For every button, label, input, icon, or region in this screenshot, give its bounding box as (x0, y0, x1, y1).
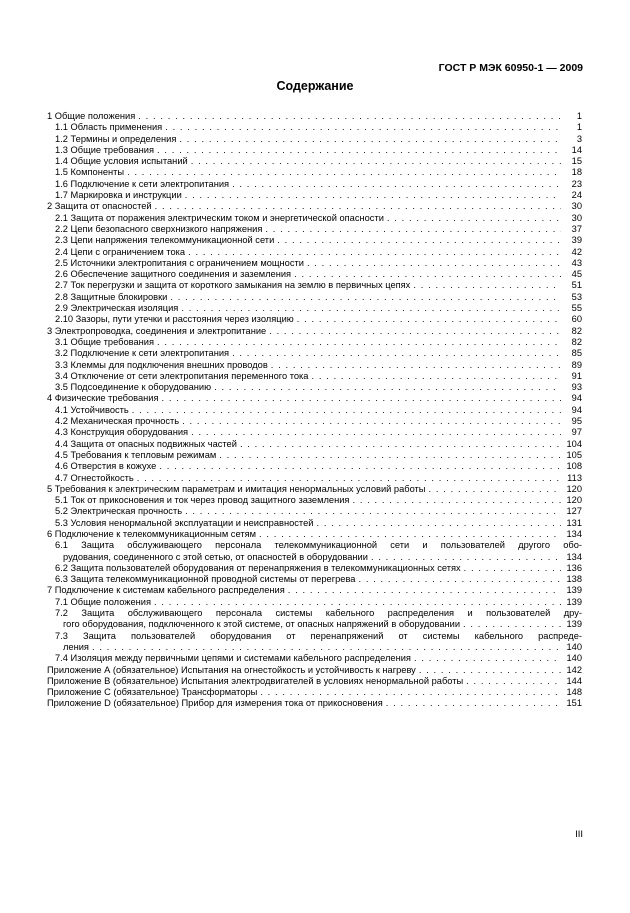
toc-entry (47, 292, 582, 303)
toc-entry-page: 134 (566, 551, 582, 562)
toc-entry (47, 326, 582, 337)
dot-leader (155, 201, 561, 212)
toc-entry (47, 393, 582, 404)
toc-entry (47, 213, 582, 224)
toc-entry (47, 145, 582, 156)
toc-entry-page: 108 (566, 461, 582, 472)
toc-entry-page: 140 (566, 653, 582, 664)
toc-entry-title: 1.7 Маркировка и инструкции (55, 190, 182, 201)
toc-entry-title: 2.4 Цепи с ограничением тока (55, 246, 186, 257)
toc-entry (47, 597, 582, 608)
dot-leader (428, 484, 561, 495)
page-number: III (575, 829, 583, 840)
dot-leader (188, 247, 561, 258)
toc-entry-page: 139 (566, 596, 582, 607)
toc-entry-page: 139 (566, 585, 582, 596)
dot-leader (182, 416, 561, 427)
toc-entry-page: 140 (566, 641, 582, 652)
toc-entry (47, 337, 582, 348)
toc-entry-page: 3 (576, 133, 582, 144)
toc-entry-title: 1.4 Общие условия испытаний (55, 156, 188, 167)
toc-entry (47, 360, 582, 371)
toc-entry (47, 427, 582, 438)
dot-leader (271, 360, 561, 371)
toc-entry-page: 104 (566, 438, 582, 449)
toc-entry-title: 2.9 Электрическая изоляция (55, 303, 179, 314)
toc-entry (47, 167, 582, 178)
toc-entry-title: Приложение В (обязательное) Испытания электродвигателей в условиях ненормальной работы (47, 675, 464, 686)
toc-entry-title: 4.3 Конструкция оборудования (55, 427, 189, 438)
toc-entry-page: 120 (566, 483, 582, 494)
toc-entry-page: 134 (566, 528, 582, 539)
toc-entry (47, 529, 582, 540)
toc-entry-title: 1.1 Область применения (55, 122, 163, 133)
toc-entry (47, 506, 582, 517)
toc-entry (47, 563, 582, 574)
toc-entry-page: 85 (571, 348, 582, 359)
toc-entry (47, 247, 582, 258)
toc-entry-page: 45 (571, 269, 582, 280)
dot-leader (159, 461, 561, 472)
toc-entry-title: 5.3 Условия ненормальной эксплуатации и неисправностей (55, 517, 314, 528)
toc-entry-title: 2.5 Источники электропитания с ограничением мощности (55, 257, 304, 268)
dot-leader (185, 190, 561, 201)
toc-entry-page: 93 (571, 382, 582, 393)
toc-entry-title: 6.2 Защита пользователей оборудования от перенапряжения в телекоммуникационных сетях (55, 562, 461, 573)
dot-leader (277, 235, 561, 246)
toc-entry-page: 43 (571, 257, 582, 268)
dot-leader (386, 698, 561, 709)
toc-entry-page: 23 (571, 178, 582, 189)
dot-leader (297, 314, 561, 325)
toc-entry-title: 2.10 Зазоры, пути утечки и расстояния через изоляцию (55, 314, 294, 325)
toc-entry (47, 653, 582, 664)
dot-leader (154, 597, 561, 608)
toc-entry (47, 179, 582, 190)
dot-leader (387, 213, 561, 224)
toc-entry-title: 7.1 Общие положения (55, 596, 152, 607)
toc-entry (47, 665, 582, 676)
toc-entry (47, 439, 582, 450)
toc-entry-title: 4.2 Механическая прочность (55, 416, 180, 427)
toc-entry-page: 148 (566, 687, 582, 698)
toc-entry-title: 3 Электропроводка, соединения и электропитание (47, 325, 267, 336)
toc-entry-page: 24 (571, 190, 582, 201)
toc-entry-title: 6 Подключение к телекоммуникационным сетям (47, 528, 257, 539)
dot-leader (288, 585, 561, 596)
toc-entry-page: 151 (566, 698, 582, 709)
toc-entry (47, 495, 582, 506)
toc-entry-page: 94 (571, 393, 582, 404)
toc-entry (47, 156, 582, 167)
dot-leader (181, 303, 561, 314)
dot-leader (413, 280, 561, 291)
toc-entry (47, 258, 582, 269)
dot-leader (240, 439, 561, 450)
dot-leader (92, 642, 561, 653)
dot-leader (157, 145, 561, 156)
toc-entry-title: 3.3 Клеммы для подключения внешних проводов (55, 359, 268, 370)
toc-entry-title: 2 Защита от опасностей (47, 201, 152, 212)
dot-leader (294, 269, 561, 280)
toc-entry-title: 7.3 Защита пользователей оборудования от перенапряжений от системы кабельного распреде- (55, 630, 582, 641)
dot-leader (162, 393, 561, 404)
toc-entry (47, 405, 582, 416)
toc-entry-title: 2.3 Цепи напряжения телекоммуникационной сети (55, 235, 275, 246)
toc-entry-title: 1.3 Общие требования (55, 144, 155, 155)
toc-entry-title: 5 Требования к электрическим параметрам и имитация ненормальных условий работы (47, 483, 426, 494)
toc-entry-page: 37 (571, 223, 582, 234)
toc-entry-title: 3.1 Общие требования (55, 336, 155, 347)
toc-entry (47, 382, 582, 393)
dot-leader (260, 687, 561, 698)
toc-entry-title: 2.8 Защитные блокировки (55, 291, 168, 302)
toc-entry-title: 5.1 Ток от прикосновения и ток через провод защитного заземления (55, 495, 350, 506)
dot-leader (311, 371, 561, 382)
toc-entry-title: 7.2 Защита обслуживающего персонала системы кабельного распределения и пользователей дру- (55, 608, 582, 619)
toc-entry-title: 3.5 Подсоединение к оборудованию (55, 382, 212, 393)
toc-entry (47, 371, 582, 382)
toc-entry-page: 30 (571, 212, 582, 223)
toc-entry (47, 190, 582, 201)
toc-entry-title: 1 Общие положения (47, 111, 136, 121)
toc-entry-page: 42 (571, 246, 582, 257)
toc-entry-page: 18 (571, 167, 582, 178)
toc-entry-page: 89 (571, 359, 582, 370)
dot-leader (219, 450, 561, 461)
dot-leader (419, 665, 561, 676)
document-header: ГОСТ Р МЭК 60950-1 — 2009 (438, 62, 583, 74)
toc-entry (47, 303, 582, 314)
dot-leader (138, 111, 561, 122)
toc-entry-title: Приложение А (обязательное) Испытания на огнестойкость и устойчивость к нагреву (47, 664, 416, 675)
dot-leader (464, 563, 561, 574)
toc-entry-page: 1 (576, 122, 582, 133)
dot-leader (358, 574, 561, 585)
dot-leader (371, 552, 561, 563)
toc-entry-title: 5.2 Электрическая прочность (55, 506, 183, 517)
toc-entry-title: Приложение С (обязательное) Трансформаторы (47, 687, 258, 698)
toc-entry-title: 3.2 Подключение к сети электропитания (55, 348, 230, 359)
toc-entry-page: 136 (566, 562, 582, 573)
toc-entry-page: 51 (571, 280, 582, 291)
toc-entry (47, 235, 582, 246)
toc-entry-title: 3.4 Отключение от сети электропитания переменного тока (55, 370, 309, 381)
toc-entry-page: 94 (571, 404, 582, 415)
toc-entry-title: 1.6 Подключение к сети электропитания (55, 178, 230, 189)
dot-leader (170, 292, 561, 303)
toc-entry-title: 6.1 Защита обслуживающего персонала телекоммуникационной сети и пользователей другого обо- (55, 540, 582, 551)
dot-leader (352, 495, 561, 506)
dot-leader (179, 134, 561, 145)
toc-entry (47, 314, 582, 325)
toc-entry-page: 82 (571, 325, 582, 336)
toc-entry-page: 120 (566, 495, 582, 506)
dot-leader (265, 224, 561, 235)
toc-entry (47, 134, 582, 145)
toc-entry-title-continued: рудования, соединенного с этой сетью, от опасностей в оборудовании (63, 551, 368, 562)
toc-entry (47, 574, 582, 585)
toc-entry-title: Приложение D (обязательное) Прибор для измерения тока от прикосновения (47, 698, 383, 709)
table-of-contents (47, 111, 582, 710)
toc-entry (47, 687, 582, 698)
toc-entry (47, 450, 582, 461)
toc-entry (47, 540, 582, 563)
toc-entry-title: 1.2 Термины и определения (55, 133, 177, 144)
toc-entry-page: 1 (576, 111, 582, 121)
toc-entry (47, 676, 582, 687)
toc-entry-title-continued: гого оборудования, подключенного к этой системе, от опасных напряжений в оборудовании (63, 619, 461, 630)
toc-entry-title: 7 Подключение к системам кабельного распределения (47, 585, 285, 596)
toc-entry (47, 585, 582, 596)
toc-entry-title: 4.5 Требования к тепловым режимам (55, 449, 217, 460)
dot-leader (214, 382, 561, 393)
toc-entry-title: 4.7 Огнестойкость (55, 472, 134, 483)
toc-entry-page: 139 (566, 619, 582, 630)
dot-leader (466, 676, 561, 687)
toc-entry-page: 105 (566, 449, 582, 460)
toc-entry-page: 127 (566, 506, 582, 517)
toc-entry-page: 144 (566, 675, 582, 686)
toc-entry-page: 91 (571, 370, 582, 381)
dot-leader (127, 167, 561, 178)
toc-entry (47, 280, 582, 291)
toc-entry (47, 484, 582, 495)
toc-entry (47, 348, 582, 359)
toc-entry-page: 142 (566, 664, 582, 675)
toc-entry-title: 2.7 Ток перегрузки и защита от короткого замыкания на землю в первичных цепях (55, 280, 411, 291)
toc-entry (47, 461, 582, 472)
dot-leader (157, 337, 561, 348)
toc-entry-page: 131 (566, 517, 582, 528)
toc-entry (47, 122, 582, 133)
toc-entry-page: 82 (571, 336, 582, 347)
toc-entry-page: 95 (571, 416, 582, 427)
toc-entry-page: 138 (566, 574, 582, 585)
toc-entry-title-continued: ления (63, 641, 89, 652)
dot-leader (269, 326, 561, 337)
dot-leader (232, 179, 561, 190)
toc-entry-title: 2.2 Цепи безопасного сверхнизкого напряжения (55, 223, 263, 234)
dot-leader (259, 529, 561, 540)
toc-entry-title: 2.1 Защита от поражения электрическим током и энергетической опасности (55, 212, 384, 223)
toc-entry-page: 30 (571, 201, 582, 212)
toc-entry (47, 201, 582, 212)
toc-entry (47, 416, 582, 427)
dot-leader (132, 405, 561, 416)
toc-entry-page: 60 (571, 314, 582, 325)
toc-entry-title: 6.3 Защита телекоммуникационной проводной системы от перегрева (55, 574, 356, 585)
page-title: Содержание (276, 79, 354, 93)
toc-entry-title: 7.4 Изоляция между первичными цепями и системами кабельного распределения (55, 653, 411, 664)
toc-entry (47, 111, 582, 122)
toc-entry-page: 113 (567, 472, 582, 483)
dot-leader (307, 258, 561, 269)
toc-entry-title: 4 Физические требования (47, 393, 159, 404)
dot-leader (463, 619, 561, 630)
toc-entry (47, 269, 582, 280)
toc-entry (47, 473, 582, 484)
dot-leader (316, 518, 561, 529)
dot-leader (185, 506, 561, 517)
toc-entry-page: 97 (571, 427, 582, 438)
toc-entry (47, 631, 582, 654)
dot-leader (137, 473, 561, 484)
dot-leader (191, 156, 561, 167)
toc-entry-title: 4.1 Устойчивость (55, 404, 129, 415)
dot-leader (232, 348, 561, 359)
toc-entry-page: 14 (571, 144, 582, 155)
toc-entry (47, 518, 582, 529)
toc-entry (47, 224, 582, 235)
toc-entry (47, 698, 582, 709)
dot-leader (191, 427, 561, 438)
toc-entry-page: 15 (571, 156, 582, 167)
dot-leader (165, 122, 561, 133)
toc-entry-page: 39 (571, 235, 582, 246)
toc-entry-title: 1.5 Компоненты (55, 167, 125, 178)
toc-entry-title: 2.6 Обеспечение защитного соединения и заземления (55, 269, 292, 280)
toc-entry (47, 608, 582, 631)
toc-entry-title: 4.6 Отверстия в кожухе (55, 461, 157, 472)
dot-leader (414, 653, 561, 664)
toc-entry-title: 4.4 Защита от опасных подвижных частей (55, 438, 237, 449)
toc-entry-page: 53 (571, 291, 582, 302)
toc-entry-page: 55 (571, 303, 582, 314)
